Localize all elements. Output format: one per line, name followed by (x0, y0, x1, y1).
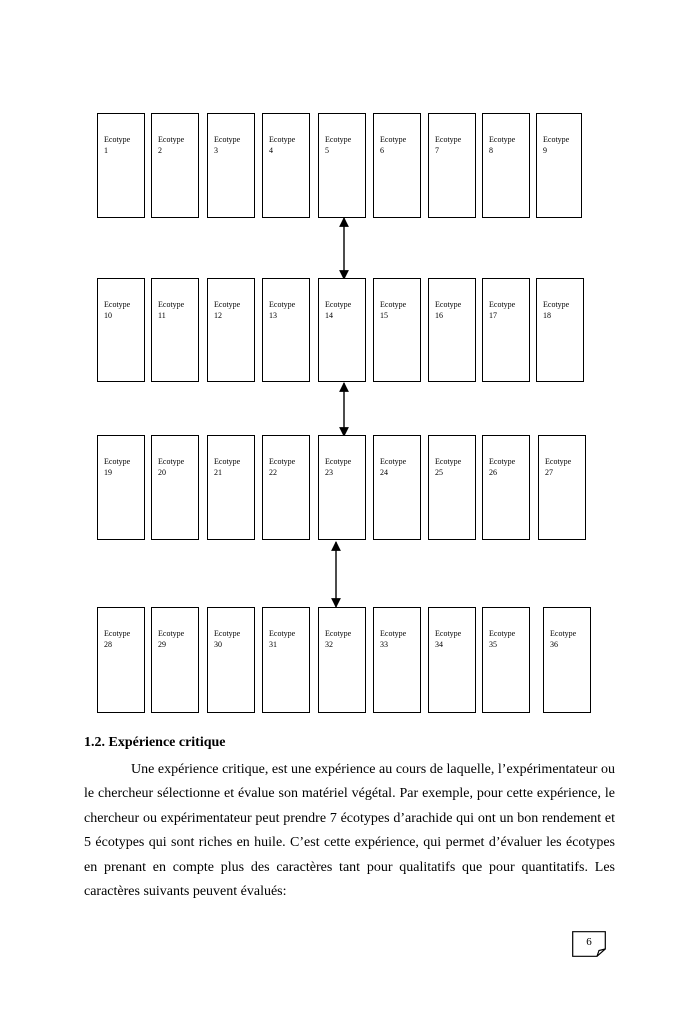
ecotype-text: Ecotype (269, 457, 296, 466)
ecotype-box-31 (262, 607, 310, 713)
ecotype-number: 26 (489, 468, 497, 477)
ecotype-box-27 (538, 435, 586, 540)
ecotype-label (269, 456, 295, 478)
ecotype-label (380, 299, 406, 321)
ecotype-text: Ecotype (435, 457, 462, 466)
ecotype-number: 1 (104, 146, 108, 155)
ecotype-label (269, 134, 295, 156)
ecotype-box-11 (151, 278, 199, 382)
ecotype-label (325, 456, 351, 478)
ecotype-label (543, 134, 569, 156)
ecotype-number: 7 (435, 146, 439, 155)
ecotype-text: Ecotype (489, 457, 516, 466)
page-number: 6 (586, 936, 592, 948)
ecotype-label (435, 299, 461, 321)
ecotype-text: Ecotype (214, 300, 241, 309)
ecotype-box-12 (207, 278, 255, 382)
ecotype-number: 4 (269, 146, 273, 155)
ecotype-number: 5 (325, 146, 329, 155)
ecotype-number: 15 (380, 311, 388, 320)
ecotype-number: 9 (543, 146, 547, 155)
ecotype-number: 10 (104, 311, 112, 320)
ecotype-text: Ecotype (380, 135, 407, 144)
ecotype-box-24 (373, 435, 421, 540)
ecotype-box-33 (373, 607, 421, 713)
ecotype-text: Ecotype (325, 457, 352, 466)
ecotype-box-36 (543, 607, 591, 713)
ecotype-number: 19 (104, 468, 112, 477)
ecotype-text: Ecotype (380, 629, 407, 638)
ecotype-number: 11 (158, 311, 166, 320)
section-paragraph: Une expérience critique, est une expérience au cours de laquelle, l’expérimentateur ou le chercheur sélectionne et évalue son matériel végétal. Par exemple, pour cette expérience, le chercheur ou expérimentateur peut prendre 7 écotypes d’arachide qui ont un bon rendement et 5 écotypes qui sont riches en huile. C’est cette expérience, qui permet d’évaluer les écotypes en prenant en compte plus des caractères tant pour qualitatifs que pour quantitatifs. Les caractères suivants peuvent évalués: (84, 762, 615, 900)
ecotype-label (435, 134, 461, 156)
ecotype-box-22 (262, 435, 310, 540)
ecotype-text: Ecotype (325, 300, 352, 309)
ecotype-text: Ecotype (158, 135, 185, 144)
ecotype-box-15 (373, 278, 421, 382)
ecotype-label (104, 628, 130, 650)
ecotype-text: Ecotype (269, 300, 296, 309)
ecotype-label (435, 456, 461, 478)
ecotype-number: 22 (269, 468, 277, 477)
ecotype-number: 24 (380, 468, 388, 477)
ecotype-text: Ecotype (550, 629, 577, 638)
ecotype-text: Ecotype (214, 135, 241, 144)
section-title: 1.2. Expérience critique (84, 735, 226, 750)
ecotype-label (158, 456, 184, 478)
ecotype-text: Ecotype (158, 300, 185, 309)
ecotype-box-9 (536, 113, 582, 218)
ecotype-number: 16 (435, 311, 443, 320)
ecotype-label (380, 628, 406, 650)
ecotype-box-1 (97, 113, 145, 218)
ecotype-number: 13 (269, 311, 277, 320)
ecotype-label (269, 628, 295, 650)
ecotype-box-5 (318, 113, 366, 218)
ecotype-number: 17 (489, 311, 497, 320)
ecotype-label (214, 299, 240, 321)
ecotype-label (214, 628, 240, 650)
ecotype-box-6 (373, 113, 421, 218)
ecotype-box-8 (482, 113, 530, 218)
ecotype-label (104, 134, 130, 156)
ecotype-box-20 (151, 435, 199, 540)
ecotype-box-18 (536, 278, 584, 382)
ecotype-number: 34 (435, 640, 443, 649)
ecotype-label (158, 299, 184, 321)
ecotype-box-29 (151, 607, 199, 713)
ecotype-box-17 (482, 278, 530, 382)
ecotype-box-2 (151, 113, 199, 218)
ecotype-number: 35 (489, 640, 497, 649)
ecotype-text: Ecotype (214, 457, 241, 466)
ecotype-box-10 (97, 278, 145, 382)
ecotype-label (543, 299, 569, 321)
ecotype-text: Ecotype (380, 457, 407, 466)
ecotype-box-30 (207, 607, 255, 713)
ecotype-box-32 (318, 607, 366, 713)
ecotype-box-21 (207, 435, 255, 540)
ecotype-box-13 (262, 278, 310, 382)
ecotype-text: Ecotype (435, 135, 462, 144)
ecotype-text: Ecotype (104, 629, 131, 638)
ecotype-label (158, 628, 184, 650)
ecotype-number: 31 (269, 640, 277, 649)
ecotype-number: 14 (325, 311, 333, 320)
ecotype-label (550, 628, 576, 650)
ecotype-box-28 (97, 607, 145, 713)
ecotype-text: Ecotype (325, 629, 352, 638)
ecotype-text: Ecotype (489, 629, 516, 638)
ecotype-box-7 (428, 113, 476, 218)
ecotype-box-35 (482, 607, 530, 713)
ecotype-text: Ecotype (104, 300, 131, 309)
ecotype-label (269, 299, 295, 321)
ecotype-text: Ecotype (269, 629, 296, 638)
ecotype-text: Ecotype (104, 457, 131, 466)
ecotype-label (435, 628, 461, 650)
ecotype-number: 32 (325, 640, 333, 649)
ecotype-number: 12 (214, 311, 222, 320)
ecotype-text: Ecotype (325, 135, 352, 144)
ecotype-text: Ecotype (380, 300, 407, 309)
ecotype-box-16 (428, 278, 476, 382)
ecotype-number: 29 (158, 640, 166, 649)
ecotype-text: Ecotype (158, 629, 185, 638)
ecotype-box-25 (428, 435, 476, 540)
ecotype-box-23 (318, 435, 366, 540)
ecotype-text: Ecotype (489, 135, 516, 144)
ecotype-text: Ecotype (543, 135, 570, 144)
ecotype-number: 6 (380, 146, 384, 155)
ecotype-label (214, 456, 240, 478)
ecotype-number: 27 (545, 468, 553, 477)
ecotype-label (545, 456, 571, 478)
ecotype-number: 20 (158, 468, 166, 477)
ecotype-number: 8 (489, 146, 493, 155)
ecotype-text: Ecotype (543, 300, 570, 309)
ecotype-label (325, 134, 351, 156)
ecotype-number: 21 (214, 468, 222, 477)
ecotype-label (489, 628, 515, 650)
page-number-box (572, 931, 606, 957)
ecotype-box-19 (97, 435, 145, 540)
ecotype-number: 3 (214, 146, 218, 155)
ecotype-number: 18 (543, 311, 551, 320)
ecotype-box-34 (428, 607, 476, 713)
ecotype-number: 36 (550, 640, 558, 649)
ecotype-text: Ecotype (269, 135, 296, 144)
ecotype-label (158, 134, 184, 156)
ecotype-label (104, 299, 130, 321)
ecotype-box-4 (262, 113, 310, 218)
ecotype-label (489, 456, 515, 478)
ecotype-text: Ecotype (545, 457, 572, 466)
ecotype-label (489, 134, 515, 156)
ecotype-number: 25 (435, 468, 443, 477)
ecotype-text: Ecotype (435, 300, 462, 309)
ecotype-text: Ecotype (435, 629, 462, 638)
ecotype-number: 33 (380, 640, 388, 649)
ecotype-box-26 (482, 435, 530, 540)
ecotype-text: Ecotype (158, 457, 185, 466)
ecotype-label (489, 299, 515, 321)
ecotype-label (214, 134, 240, 156)
ecotype-text: Ecotype (489, 300, 516, 309)
ecotype-box-3 (207, 113, 255, 218)
ecotype-number: 2 (158, 146, 162, 155)
ecotype-label (380, 134, 406, 156)
ecotype-number: 28 (104, 640, 112, 649)
ecotype-label (325, 299, 351, 321)
ecotype-label (325, 628, 351, 650)
ecotype-number: 23 (325, 468, 333, 477)
ecotype-label (104, 456, 130, 478)
ecotype-label (380, 456, 406, 478)
ecotype-text: Ecotype (214, 629, 241, 638)
ecotype-number: 30 (214, 640, 222, 649)
ecotype-box-14 (318, 278, 366, 382)
ecotype-text: Ecotype (104, 135, 131, 144)
